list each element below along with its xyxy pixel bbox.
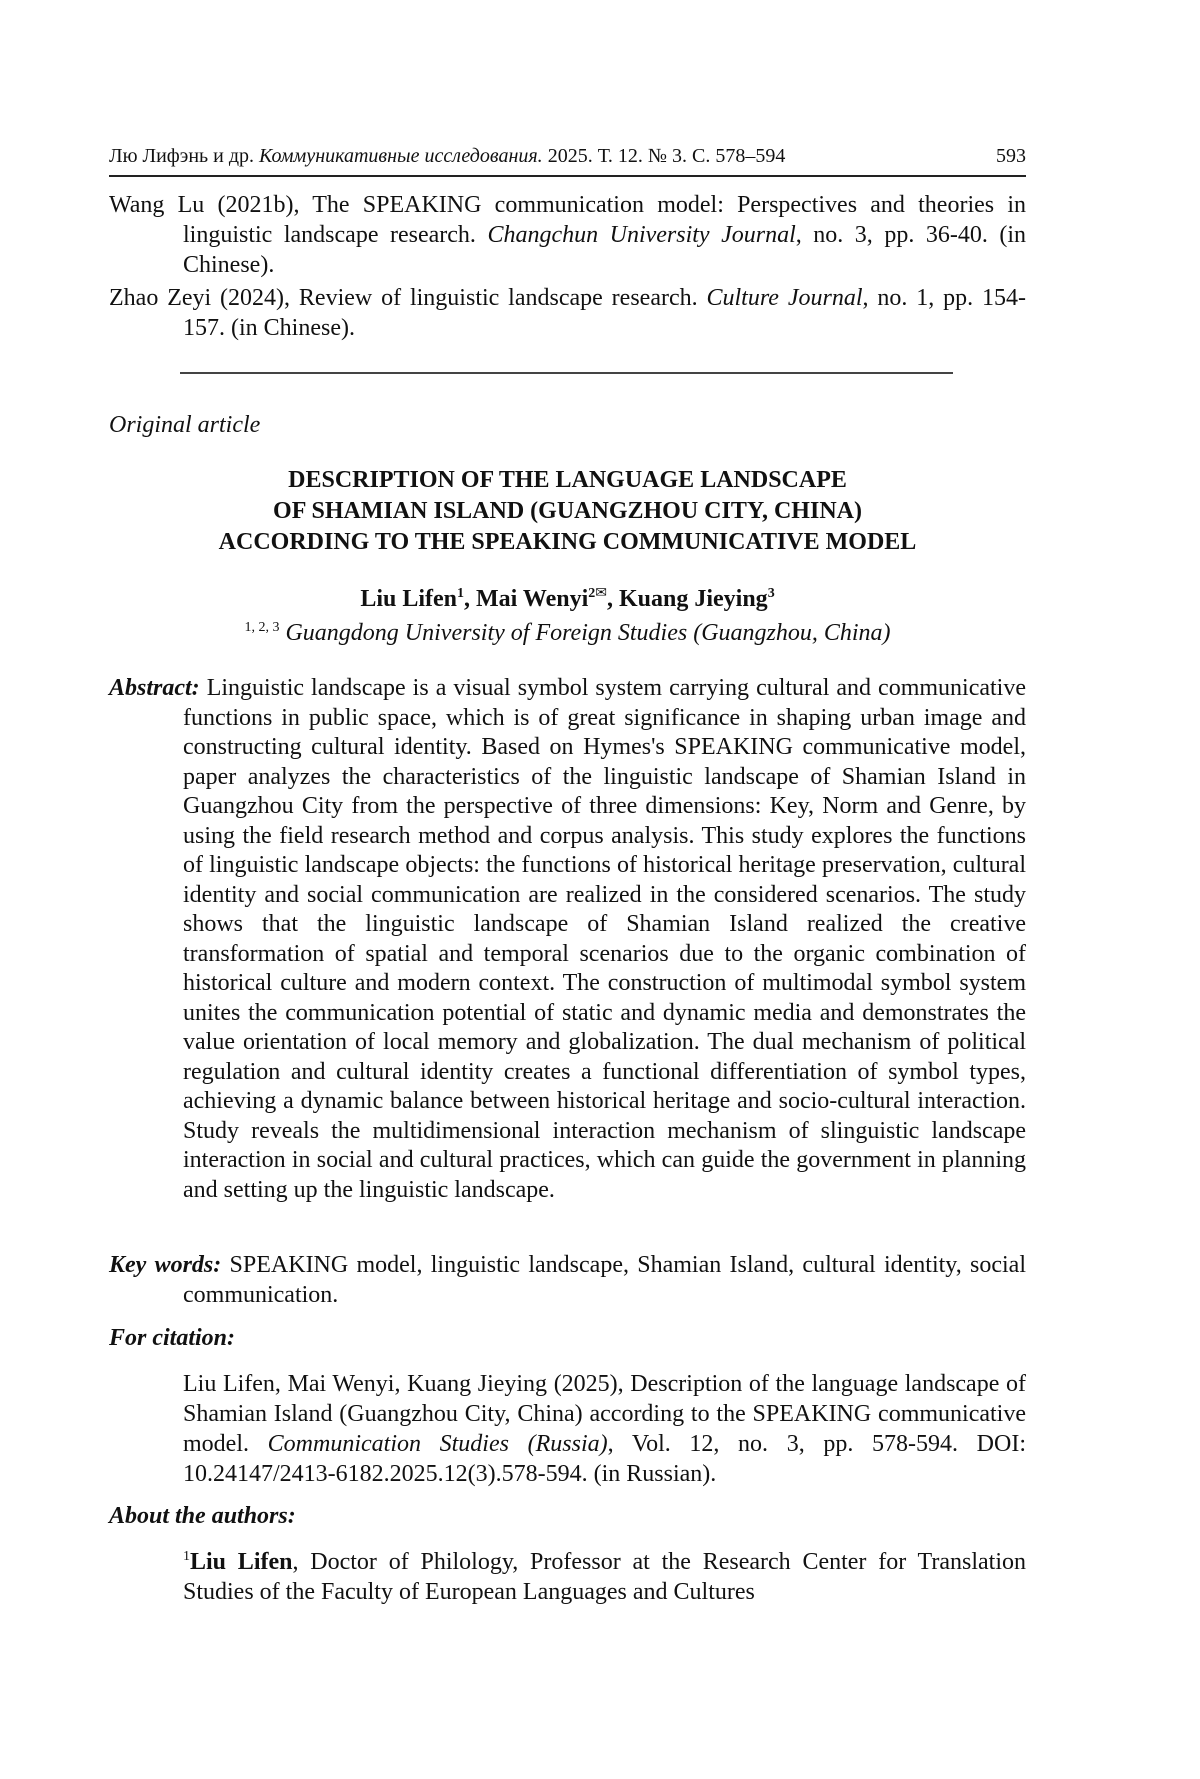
author-name: Kuang Jieying — [618, 586, 768, 612]
author-bio-text: , Doctor of Philology, Professor at the Research Center for Translation Studies of the Faculty of European Languages and Cultures — [183, 1549, 1026, 1605]
reference-details: , no. 1, pp. 154-157. (in Chinese). — [183, 285, 1026, 341]
title-line: ACCORDING TO THE SPEAKING COMMUNICATIVE MODEL — [218, 529, 917, 555]
affiliation-sup: 1, 2, 3 — [244, 620, 280, 635]
running-header — [109, 145, 1026, 177]
abstract — [109, 674, 1026, 1205]
reference-text: Zhao Zeyi (2024), Review of linguistic landscape research. — [109, 285, 707, 311]
reference-text: Wang Lu (2021b), The SPEAKING communication model: Perspectives and theories in linguistic landscape research. — [109, 192, 1026, 248]
running-title-prefix: Лю Лифэнь и др. — [109, 145, 255, 167]
abstract-text: Linguistic landscape is a visual symbol system carrying cultural and communicative functions in public space, which is of great significance in shaping urban image and constructing cultural identity. Based on Hymes's SPEAKING communicative model, paper analyzes the characteristics of the linguistic landscape of Shamian Island in Guangzhou City from the perspective of three dimensions: Key, Norm and Genre, by using the field research method and corpus analysis. This study explores the functions of linguistic landscape objects: the functions of historical heritage preservation, cultural identity and social communication are realized in the considered scenarios. The study shows that the linguistic landscape of Shamian Island realized the creative transformation of spatial and temporal scenarios due to the organic combination of historical culture and modern context. The construction of multimodal symbol system unites the communication potential of static and dynamic media and demonstrates the value orientation of local memory and globalization. The dual mechanism of political regulation and cultural identity creates a functional differentiation of symbol types, achieving a dynamic balance between historical heritage and socio-cultural interaction. Study reveals the multidimensional interaction mechanism of slinguistic landscape interaction in social and cultural practices, which can guide the government in planning and setting up the linguistic landscape. — [183, 675, 1027, 1203]
author-name: Mai Wenyi — [476, 586, 589, 612]
article-type: Original article — [109, 412, 261, 438]
reference-item — [109, 190, 1026, 280]
citation-details: , Vol. 12, no. 3, pp. 578-594. DOI: 10.24147/2413-6182.2025.12(3).578-594. (in Russian). — [183, 1431, 1026, 1487]
journal-name: Коммуникативные исследования. — [259, 145, 543, 167]
reference-details: , no. 3, pp. 36-40. (in Chinese). — [183, 222, 1026, 278]
section-divider — [180, 372, 953, 374]
title-line: DESCRIPTION OF THE LANGUAGE LANDSCAPE — [288, 467, 847, 493]
reference-item — [109, 283, 1026, 343]
author-list: Liu Lifen$^1$, Mai Wenyi$^{2✉}$, Kuang Jieying$^3$ — [360, 586, 775, 612]
author-sup: 1 — [457, 586, 465, 601]
author-bio-name: Liu Lifen — [190, 1549, 293, 1575]
issue-info: 2025. Т. 12. № 3. С. 578–594 — [547, 145, 786, 167]
citation-label: For citation: — [109, 1325, 236, 1351]
author-sup: 2 — [588, 586, 596, 601]
abstract-label: Abstract: — [109, 675, 200, 701]
affiliation — [109, 618, 1026, 648]
author-name: Liu Lifen — [360, 586, 458, 612]
keywords-label: Key words: — [109, 1252, 222, 1278]
author-sup: 3 — [767, 586, 775, 601]
author-bio-sup: 1 — [183, 1549, 190, 1564]
title-line: OF SHAMIAN ISLAND (GUANGZHOU CITY, CHINA) — [273, 498, 862, 524]
mail-icon[interactable]: ✉ — [595, 586, 607, 601]
affiliation-name: Guangdong University of Foreign Studies (Guangzhou, China) — [285, 620, 891, 646]
running-title — [109, 145, 785, 168]
article-title — [109, 465, 1026, 558]
citation-journal: Communication Studies (Russia) — [267, 1431, 608, 1457]
author-bio — [183, 1547, 1026, 1607]
reference-journal: Culture Journal — [706, 285, 863, 311]
about-authors-label: About the authors: — [109, 1503, 296, 1529]
page-number: 593 — [996, 145, 1026, 167]
citation-text — [183, 1369, 1026, 1489]
reference-journal: Changchun University Journal — [487, 222, 796, 248]
keywords-text: SPEAKING model, linguistic landscape, Shamian Island, cultural identity, social communication. — [183, 1252, 1026, 1308]
citation-body: Liu Lifen, Mai Wenyi, Kuang Jieying (2025), Description of the language landscape of Shamian Island (Guangzhou City, China) according to the SPEAKING communicative model. — [183, 1371, 1026, 1457]
keywords — [109, 1250, 1026, 1310]
